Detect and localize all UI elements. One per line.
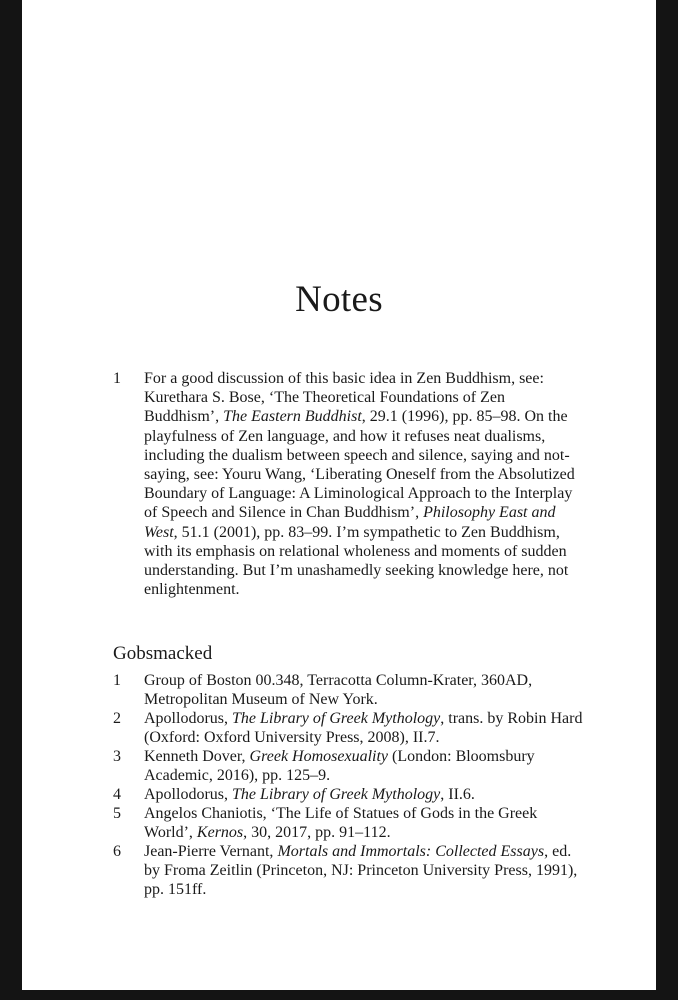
note-text-segment: For a good discussion of this basic idea in Zen Buddhism, see: Kurethara S. Bose, ‘The Theoretical Foundations of Zen Buddhism’,	[144, 370, 544, 426]
note-number: 5	[113, 805, 121, 822]
note-text-segment: Apollodorus,	[144, 786, 232, 803]
note-text	[144, 785, 583, 804]
italic-title-text: Mortals and Immortals: Collected Essays	[277, 843, 545, 860]
italic-title-text: Kernos	[196, 824, 244, 842]
note-text	[144, 709, 583, 747]
note-text	[144, 369, 583, 599]
note-text-segment: Apollodorus,	[144, 710, 232, 727]
book-page	[22, 0, 656, 990]
note-text-segment: Jean-Pierre Vernant,	[144, 843, 278, 860]
note-item	[113, 842, 583, 900]
note-text-segment: , II.6.	[440, 786, 475, 803]
note-text	[144, 842, 583, 900]
page-title: Notes	[295, 279, 383, 320]
note-item	[113, 785, 583, 804]
note-text-segment: , trans. by Robin Hard (Oxford: Oxford University Press, 2008), II.7.	[144, 710, 583, 747]
italic-title-text: Philosophy East and West	[144, 504, 556, 541]
section-heading: Gobsmacked	[113, 643, 213, 664]
note-number: 1	[113, 672, 121, 689]
italic-title-text: The Eastern Buddhist	[223, 408, 362, 426]
note-number: 3	[113, 748, 121, 765]
note-text-segment: Angelos Chaniotis, ‘The Life of Statues of Gods in the Greek World’,	[144, 805, 538, 842]
note-number: 2	[113, 710, 121, 727]
note-item	[113, 747, 583, 785]
italic-title-text: The Library of Greek Mythology	[232, 786, 441, 803]
italic-title-text: Greek Homosexuality	[249, 748, 389, 765]
note-item	[113, 671, 583, 709]
note-text-segment: , 29.1 (1996), pp. 85–98. On the playfulness of Zen language, and how it refuses neat dualisms, including the dualism between speech and silence, saying and not-saying, see: Youru Wang, ‘Liberating Oneself from the Absolutized Boundary of Language: A Liminological Approach to the Interplay of Speech and Silence in Chan Buddhism’,	[144, 408, 575, 522]
italic-title-text: The Library of Greek Mythology	[232, 710, 441, 727]
note-number: 4	[113, 786, 121, 803]
note-text-segment: , ed. by Froma Zeitlin (Princeton, NJ: Princeton University Press, 1991), pp. 151ff.	[144, 843, 578, 899]
note-text	[144, 671, 583, 709]
note-text	[144, 804, 583, 842]
note-number: 6	[113, 843, 121, 860]
note-text-segment: , 30, 2017, pp. 91–112.	[243, 824, 391, 842]
note-item	[113, 804, 583, 842]
note-text-segment: (London: Bloomsbury Academic, 2016), pp. 125–9.	[144, 748, 535, 785]
note-text-segment: , 51.1 (2001), pp. 83–99. I’m sympathetic to Zen Buddhism, with its emphasis on relational wholeness and moments of sudden understanding. But I’m unashamedly seeking knowledge here, not enlightenment.	[144, 523, 569, 599]
note-text-segment: Group of Boston 00.348, Terracotta Column-Krater, 360AD, Metropolitan Museum of New York.	[144, 672, 533, 709]
note-number: 1	[113, 370, 121, 387]
note-item	[113, 709, 583, 747]
note-text	[144, 747, 583, 785]
note-text-segment: Kenneth Dover,	[144, 748, 250, 765]
note-item	[113, 369, 583, 599]
